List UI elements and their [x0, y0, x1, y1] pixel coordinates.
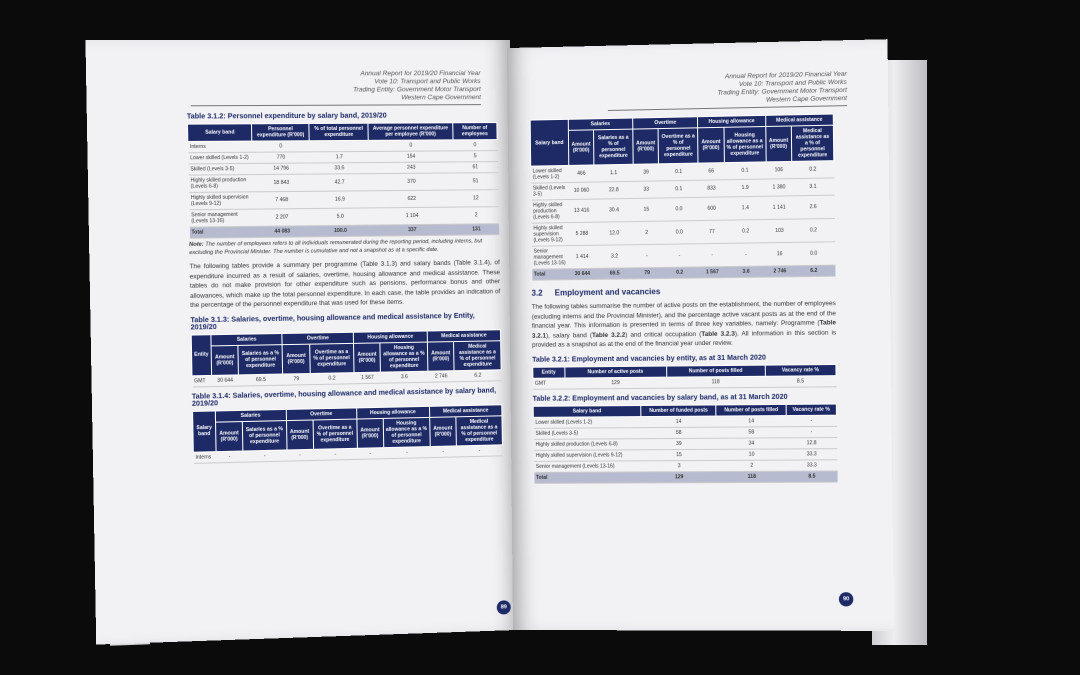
column-header: Amount (R'000) [215, 421, 243, 451]
table-cell: 12.0 [595, 222, 634, 246]
column-header: Vacancy rate % [765, 364, 836, 376]
table-cell: 13 416 [569, 199, 595, 222]
column-header: Medical assistance as a % of personnel expenditure [456, 415, 503, 445]
table-cell: 30 644 [211, 374, 238, 386]
table-cell: 0 [252, 141, 309, 153]
table-caption: Table 3.1.4: Salaries, overtime, housing allowance and medical assistance by salary band, 2019/20 [191, 386, 497, 408]
table-cell: Interns [188, 141, 253, 153]
text: ) and critical occupation ( [625, 330, 702, 339]
table-cell: 8.5 [765, 375, 836, 387]
column-group-header: Salaries [215, 409, 286, 422]
column-header: Number of posts filled [716, 404, 786, 416]
column-header: Salary band [533, 405, 641, 417]
header-line: Western Cape Government [765, 94, 848, 104]
text: ). All information in this section is provided as a snapshot as at the end of the financial year under review. [532, 328, 837, 349]
table-cell: 2 746 [767, 266, 793, 277]
table-caption: Table 3.1.3: Salaries, overtime, housing allowance and medical assistance by Entity, 2019/20 [190, 312, 475, 331]
column-header: Salaries as a % of personnel expenditure [594, 129, 634, 165]
column-group-header: Housing allowance [353, 331, 427, 343]
table-cell: 833 [699, 180, 725, 198]
table-cell: 2.6 [792, 195, 834, 219]
table-cell: 1 414 [569, 245, 595, 268]
table-cell: 1.7 [309, 151, 369, 163]
table-note [189, 238, 500, 257]
table-cell: 33.3 [786, 448, 836, 459]
column-group-header: Overtime [286, 407, 357, 420]
table-cell: 22.8 [594, 181, 633, 199]
table-cell: Total [189, 226, 254, 238]
table-3-1-4 [192, 404, 503, 464]
column-group-header: Housing allowance [698, 115, 766, 127]
column-header: Entity [191, 334, 211, 375]
table-cell: 337 [370, 224, 454, 236]
table-cell: 42.7 [310, 174, 370, 192]
text: The following tables summarise the number of active posts on the establishment, the number of employees (excluding interns and the Provincial Minister), and the percentage active vacant posts as at the end of the financial year. This information is presented in terms of three key variables, namely: Programme ( [531, 300, 836, 330]
column-header: Housing allowance as a % of personnel expenditure [383, 417, 430, 447]
table-cell: 1.4 [724, 196, 766, 220]
table-cell: - [357, 447, 384, 459]
table-cell: 0.0 [659, 221, 699, 245]
table-cell: 7 468 [253, 191, 310, 209]
table-cell: - [786, 415, 836, 426]
table-cell: Skilled (Levels 3-5) [188, 163, 253, 175]
column-header: % of total personnel expenditure [309, 123, 369, 141]
table-cell: 6.2 [793, 265, 835, 277]
table-cell: 33 [633, 181, 659, 199]
column-header: Salaries as a % of personnel expenditure [238, 344, 283, 374]
column-header: Average personnel expenditure per employee (R'000) [368, 123, 452, 141]
header-line: Trading Entity: Government Motor Transport [717, 86, 847, 97]
table-cell: 14 [716, 415, 786, 427]
total-row [189, 224, 498, 239]
left-content [187, 106, 503, 463]
table-caption: Table 3.2.1: Employment and vacancies by entity, as at 31 March 2020 [532, 354, 766, 364]
table-cell: 1 567 [699, 267, 725, 278]
table-cell: 243 [369, 162, 453, 174]
table-cell: 2 746 [428, 370, 455, 382]
table-cell: 14 [641, 416, 716, 428]
table-cell: 12.8 [786, 437, 836, 448]
table-cell: 12 [454, 190, 499, 207]
column-group-header: Overtime [282, 332, 353, 344]
table-cell: 100.0 [311, 225, 371, 237]
column-header: Amount (R'000) [286, 419, 313, 449]
table-cell: 15 [634, 198, 660, 222]
table-cell: 2 [717, 460, 787, 471]
column-group-header: Salaries [211, 333, 283, 345]
page-number: 89 [497, 600, 511, 614]
table-cell: 770 [252, 152, 309, 164]
table-cell: - [430, 445, 457, 457]
column-header: Overtime as a % of personnel expenditure [313, 419, 357, 449]
table-cell: 129 [642, 471, 717, 482]
table-cell: - [456, 444, 502, 456]
table-cell: Total [534, 471, 642, 483]
table-cell: 3.2 [595, 245, 634, 269]
table-cell: 3.1 [792, 178, 834, 196]
column-header: Amount (R'000) [698, 127, 724, 163]
table-cell: 0.2 [725, 220, 767, 244]
column-header: Amount (R'000) [765, 126, 791, 162]
table-cell: 69.5 [239, 374, 283, 386]
column-header: Amount (R'000) [356, 418, 383, 448]
table-row [533, 375, 836, 389]
table-cell: Highly skilled supervision (Levels 9-12) [189, 192, 254, 210]
table-cell: 44 083 [254, 226, 311, 238]
column-header: Medical assistance as a % of personnel expenditure [454, 340, 501, 370]
table-cell [309, 140, 369, 151]
table-cell: 5.0 [310, 208, 370, 226]
column-header: Number of posts filled [666, 365, 765, 377]
table-cell: 58 [641, 427, 716, 439]
column-header: Amount (R'000) [633, 129, 659, 165]
column-group-header: Housing allowance [356, 406, 429, 419]
column-header: Housing allowance as a % of personnel expenditure [380, 342, 428, 372]
right-content [530, 113, 838, 483]
table-cell: 39 [641, 438, 716, 450]
table-cell: 30.4 [594, 198, 633, 222]
column-header: Salary band [193, 410, 216, 451]
column-header: Vacancy rate % [786, 404, 836, 416]
section-title: Employment and vacancies [554, 287, 661, 298]
table-cell: Skilled (Levels 3-5) [531, 182, 569, 200]
table-cell: - [384, 446, 431, 458]
table-cell: 79 [634, 267, 660, 278]
table-cell: 0.2 [792, 218, 834, 242]
column-group-header: Medical assistance [427, 329, 501, 341]
table-cell: Highly skilled production (Levels 6-8) [188, 175, 253, 193]
table-cell: Senior management (Levels 13-16) [532, 246, 570, 270]
column-header: Number of funded posts [641, 404, 716, 416]
table-cell: 58 [716, 426, 786, 438]
table-cell: Highly skilled supervision (Levels 9-12) [534, 449, 642, 461]
table-cell: 15 [641, 449, 716, 460]
column-header: Amount (R'000) [211, 345, 239, 375]
table-cell: 33.3 [787, 459, 837, 470]
section-number: 3.2 [531, 288, 543, 298]
table-cell: Highly skilled supervision (Levels 9-12) [531, 223, 569, 247]
table-cell: - [660, 244, 700, 268]
table-cell: 0.1 [659, 180, 699, 198]
column-header: Amount (R'000) [353, 342, 380, 372]
note-text: The number of employees refers to all individuals remunerated during the reporting period, including interns, but excluding the Provincial Minister. The number is cumulative and not a snapshot as at a specific date. [189, 238, 483, 256]
table-cell: 370 [369, 173, 453, 191]
column-header: Overtime as a % of personnel expenditure [309, 343, 354, 373]
table-cell: - [243, 449, 287, 461]
table-cell: 103 [766, 219, 792, 243]
table-cell: 106 [766, 161, 792, 179]
table-cell: 6.2 [454, 369, 501, 381]
header-line: Trading Entity: Government Motor Transport [352, 86, 481, 94]
table-cell: 466 [569, 165, 595, 182]
paragraph: The following tables provide a summary per programme (Table 3.1.3) and salary bands (Table 3.1.4), of expenditure incurred as a result of salaries, overtime, housing allowance and medical assistance. These tables do not make provision for other expenditure such as pensions, performance bonus and other allowances, which make up the total personnel expenditure. In each case, the table provides an indication of the percentage of the personnel expenditure that was used for these items. [189, 259, 501, 310]
table-cell: Interns [193, 451, 216, 463]
table-3-1-3 [191, 329, 502, 387]
table-cell: 1.9 [724, 179, 766, 197]
table-cell: 8.5 [787, 470, 837, 481]
table-cell: Senior management (Levels 13-16) [534, 460, 642, 472]
table-cell: Highly skilled production (Levels 6-8) [531, 200, 569, 224]
table-cell: - [313, 448, 357, 460]
table-cell: 0.2 [310, 372, 354, 384]
table-cell: 3.6 [725, 266, 767, 278]
header-row [530, 125, 833, 166]
column-header: Amount (R'000) [427, 341, 454, 371]
table-cell: 0.0 [659, 197, 699, 221]
table-cell: Highly skilled production (Levels 6-8) [534, 438, 642, 450]
table-cell: - [725, 243, 767, 267]
text: Table 3.2.1 [531, 319, 837, 340]
table-cell: 2 [634, 221, 660, 245]
table-cell: Total [532, 269, 570, 281]
table-cell: - [286, 449, 313, 461]
table-cell: 5 288 [569, 222, 595, 245]
table-cell: 66 [698, 163, 724, 181]
table-cell: - [786, 426, 836, 437]
column-header: Salary band [530, 119, 568, 166]
total-row [534, 470, 837, 482]
table-cell: 61 [453, 162, 498, 173]
table-cell: 3 [641, 460, 716, 471]
table-cell: Skilled (Levels 3-5) [533, 427, 641, 439]
header-line: Annual Report for 2019/20 Financial Year [360, 70, 481, 78]
header-line: Western Cape Government [401, 94, 481, 102]
table-cell: Lower skilled (Levels 1-2) [533, 416, 641, 428]
table-cell: GMT [192, 375, 212, 387]
table-cell: 1 141 [766, 196, 792, 220]
table-cell: 3.6 [381, 371, 428, 383]
table-cell: 16 [767, 242, 793, 266]
paragraph [532, 299, 837, 350]
column-header: Number of employees [452, 123, 497, 140]
table-cell: 1 104 [370, 207, 454, 225]
table-caption: Table 3.1.2: Personnel expenditure by salary band, 2019/20 [186, 112, 387, 121]
left-page [85, 40, 520, 645]
table-cell: 2 207 [253, 209, 310, 227]
header-line: Vote 10: Transport and Public Works [738, 78, 847, 89]
left-page-header [85, 40, 510, 104]
table-cell: 0.0 [793, 242, 835, 266]
table-cell: 0 [369, 140, 453, 152]
text: Table 3.2.2 [591, 331, 626, 339]
column-header: Amount (R'000) [568, 130, 594, 166]
right-page-header [507, 39, 888, 110]
table-cell: 10 060 [569, 182, 595, 199]
table-cell: 77 [699, 220, 725, 244]
column-header: Salary band [187, 124, 252, 142]
table-cell: 1 567 [354, 372, 381, 384]
table-cell: 69.5 [595, 268, 634, 280]
table-cell: - [699, 243, 725, 267]
table-cell: 600 [699, 197, 725, 221]
table-cell: 0.1 [724, 162, 766, 180]
table-cell: 10 [717, 448, 787, 459]
note-label: Note: [189, 241, 204, 248]
table-cell: 14 796 [253, 163, 310, 175]
table-cell: 1.1 [594, 164, 633, 182]
column-header: Entity [533, 366, 565, 377]
table-cell: 0.2 [792, 161, 834, 179]
table-cell: - [634, 244, 660, 267]
table-cell: 622 [370, 190, 454, 208]
header-line: Vote 10: Transport and Public Works [374, 78, 481, 86]
section-heading [531, 285, 835, 298]
text: Table 3.2.3 [701, 330, 735, 338]
table-cell: 18 843 [253, 174, 310, 192]
table-3-1-4-continued [530, 113, 836, 280]
table-cell: 0.2 [660, 267, 700, 279]
table-caption: Table 3.2.2: Employment and vacancies by salary band, as at 31 March 2020 [532, 393, 788, 403]
table-cell: - [216, 451, 243, 463]
table-cell: 5 [453, 151, 498, 162]
column-header: Salaries as a % of personnel expenditure [242, 420, 286, 450]
table-cell: 0.1 [659, 163, 699, 181]
table-cell: 129 [565, 377, 667, 389]
header-line: Annual Report for 2019/20 Financial Year [724, 70, 847, 81]
table-3-2-2 [533, 403, 838, 483]
table-3-1-2 [187, 122, 499, 239]
table-cell: 0 [453, 140, 498, 151]
column-header: Housing allowance as a % of personnel expenditure [724, 126, 766, 162]
column-header: Medical assistance as a % of personnel expenditure [791, 125, 833, 161]
table-cell: 34 [717, 437, 787, 449]
column-group-header: Overtime [633, 117, 698, 129]
table-cell: 154 [369, 151, 453, 163]
table-cell: 118 [666, 376, 765, 388]
column-header: Overtime as a % of personnel expenditure [658, 128, 698, 164]
column-header: Number of active posts [565, 366, 667, 378]
table-cell: 131 [454, 224, 499, 236]
table-cell: Lower skilled (Levels 1-2) [531, 165, 569, 183]
table-cell: 1 380 [766, 179, 792, 197]
right-page [507, 39, 894, 631]
table-cell: 2 [454, 207, 499, 225]
column-header: Personnel expenditure (R'000) [252, 124, 309, 142]
table-cell: 79 [283, 373, 310, 385]
table-3-2-1 [532, 363, 836, 389]
table-cell: Lower skilled (Levels 1-2) [188, 152, 253, 164]
table-cell: Senior management (Levels 13-16) [189, 209, 254, 227]
column-group-header: Medical assistance [765, 114, 833, 126]
table-cell: 118 [717, 471, 787, 482]
table-cell: GMT [533, 378, 565, 389]
text: ), salary band ( [545, 331, 593, 340]
column-header: Amount (R'000) [429, 416, 456, 446]
column-group-header: Salaries [568, 118, 633, 130]
table-cell: 16.9 [310, 191, 370, 209]
column-group-header: Medical assistance [429, 404, 502, 417]
table-cell: 51 [453, 173, 498, 190]
page-number: 90 [839, 592, 854, 606]
table-cell: 39 [633, 164, 659, 182]
table-cell: 30 644 [570, 268, 596, 279]
table-cell: 33.6 [310, 163, 370, 175]
column-header: Amount (R'000) [282, 344, 310, 374]
